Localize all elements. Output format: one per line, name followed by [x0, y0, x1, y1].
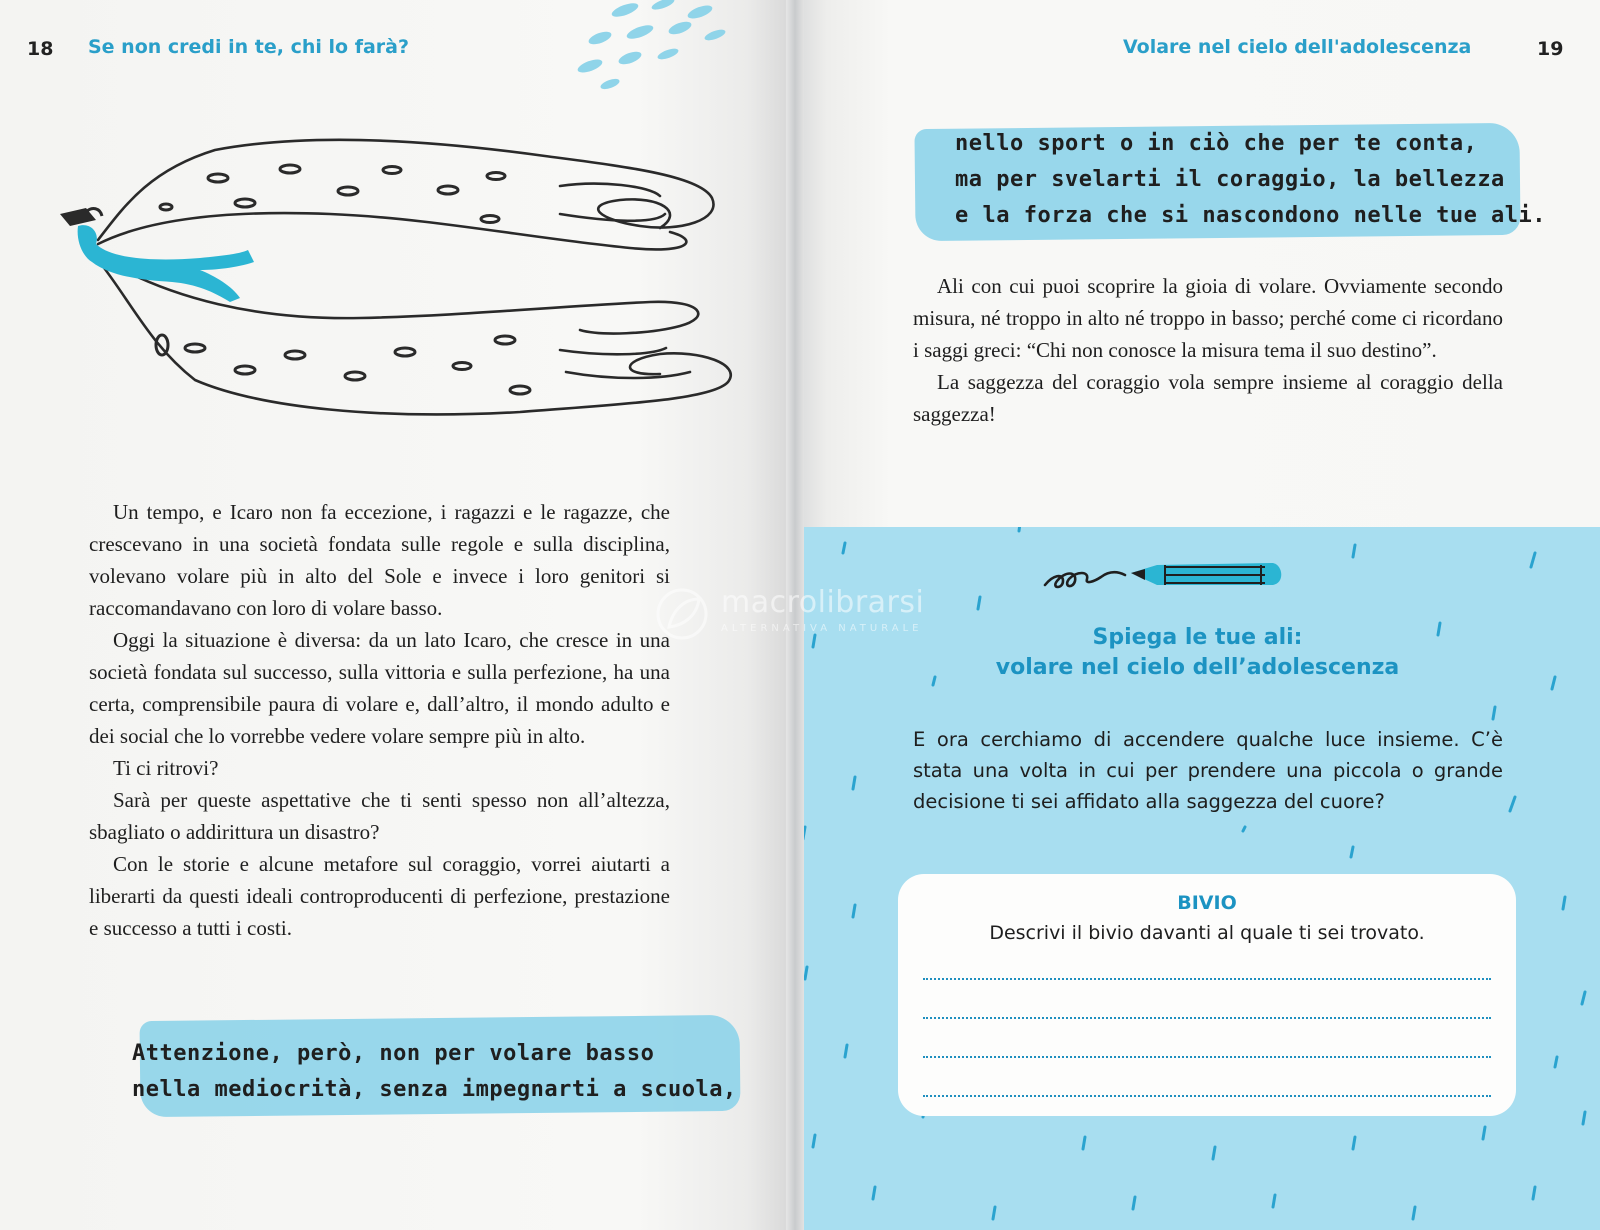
running-head-right: Volare nel cielo dell'adolescenza	[1123, 36, 1472, 58]
paragraph: Un tempo, e Icaro non fa eccezione, i ragazzi e le ragazze, che crescevano in una società fondata sulle regole e sulla disciplina, volevano volare più in alto del Sole e invece i loro genitori si raccomandavano con loro di volare basso.	[89, 500, 670, 620]
handwritten-line: ma per svelarti il coraggio, la bellezza	[955, 167, 1505, 192]
watermark	[655, 585, 965, 645]
paragraph: Sarà per queste aspettative che ti senti spesso non all’altezza, sbagliato o addirittura un disastro?	[89, 788, 670, 844]
bivio-title: BIVIO	[1177, 892, 1237, 914]
handwritten-line: nello sport o in ciò che per te conta,	[955, 131, 1478, 156]
leaf-logo-icon	[655, 587, 709, 641]
handwritten-line: Attenzione, però, non per volare basso	[132, 1041, 655, 1066]
bivio-card	[898, 874, 1516, 1116]
paragraph: Ti ci ritrovi?	[113, 756, 219, 780]
handwritten-note-left	[132, 1036, 737, 1108]
activity-body	[913, 724, 1503, 817]
writing-line[interactable]	[923, 978, 1491, 980]
writing-line[interactable]	[923, 1056, 1491, 1058]
activity-title-line: volare nel cielo dell’adolescenza	[995, 655, 1400, 680]
handwritten-line: e la forza che si nascondono nelle tue ali.	[955, 203, 1547, 228]
right-body-text	[913, 270, 1503, 430]
handwritten-note-right	[955, 126, 1546, 234]
paragraph: La saggezza del coraggio vola sempre insieme al coraggio della saggezza!	[913, 370, 1503, 426]
paragraph: Ali con cui puoi scoprire la gioia di volare. Ovviamente secondo misura, né troppo in alto né troppo in basso; perché come ci ricordano i saggi greci: “Chi non conosce la misura tema il suo destino”.	[913, 274, 1503, 362]
paragraph: Con le storie e alcune metafore sul coraggio, vorrei aiutarti a liberarti da questi ideali controproducenti di perfezione, prestazione e successo a tutti i costi.	[89, 852, 670, 940]
paragraph: Oggi la situazione è diversa: da un lato Icaro, che cresce in una società fondata sul successo, sulla vittoria e sulla perfezione, ha una certa, comprensibile paura di volare e, dall’altro, il mondo adulto e dei social che lo vorrebbe vedere volare sempre più in alto.	[89, 628, 670, 748]
watermark-name: macrolibrarsi	[721, 585, 925, 620]
page-number-right: 19	[1537, 38, 1564, 60]
activity-question: E ora cerchiamo di accendere qualche luce insieme. C’è stata una volta in cui per prendere una piccola o grande decisione ti sei affidato alla saggezza del cuore?	[913, 728, 1503, 813]
running-head-left: Se non credi in te, chi lo farà?	[88, 36, 410, 58]
handwritten-line: nella mediocrità, senza impegnarti a scuola,	[132, 1077, 737, 1102]
left-body-text	[89, 496, 670, 944]
page-number-left: 18	[27, 38, 54, 60]
writing-line[interactable]	[923, 1095, 1491, 1097]
activity-title-line: Spiega le tue ali:	[1092, 625, 1303, 650]
writing-line[interactable]	[923, 1017, 1491, 1019]
icarus-illustration	[0, 0, 795, 460]
watermark-tagline: ALTERNATIVA NATURALE	[721, 623, 923, 634]
bivio-prompt: Descrivi il bivio davanti al quale ti sei trovato.	[989, 922, 1425, 944]
